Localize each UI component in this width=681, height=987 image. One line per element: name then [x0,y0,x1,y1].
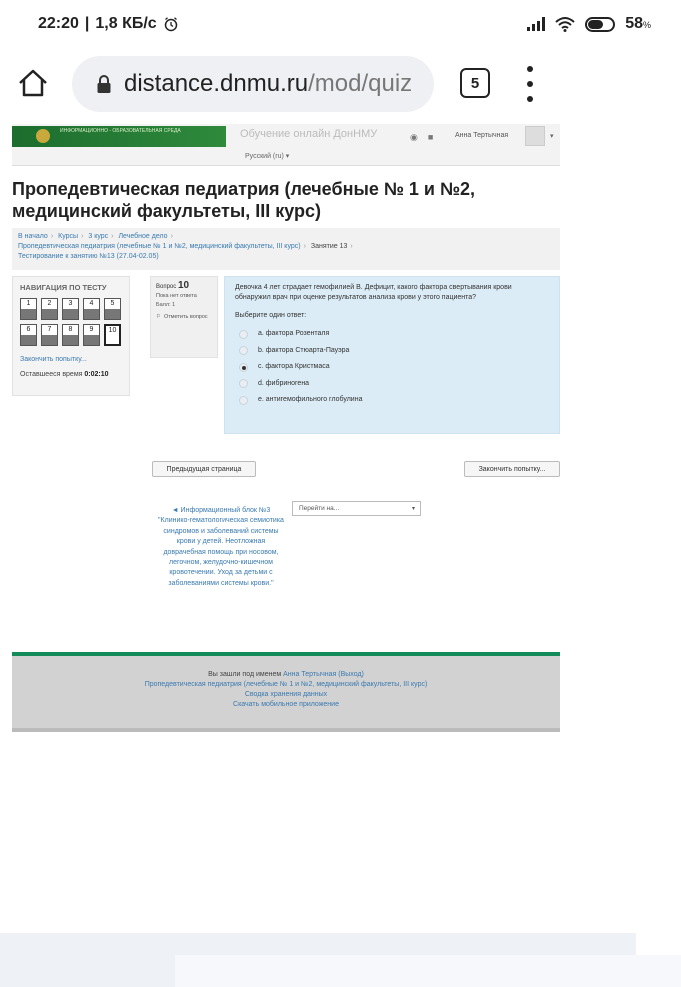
wifi-icon [555,16,575,32]
status-bar [0,0,681,48]
flag-icon: ⚐ [156,314,161,320]
finish-attempt-button[interactable]: Закончить попытку... [464,461,560,477]
answer-label: c. фактора Кристмаса [258,363,330,371]
footer-course-link[interactable]: Пропедевтическая педиатрия (лечебные № 1 и №2, медицинский факультеты, III курс) [144,681,428,688]
answer-option-a[interactable] [235,326,549,343]
breadcrumb-course[interactable]: Пропедевтическая педиатрия (лечебные № 1 и №2, медицинский факультеты, III курс) [18,243,301,250]
jump-to-value: Перейти на... [299,505,340,512]
tab-switcher-button[interactable] [460,68,490,98]
answer-option-d[interactable] [235,376,549,393]
home-icon[interactable] [16,66,50,100]
site-logo[interactable] [12,126,226,147]
question-state: Пока нет ответа [156,293,197,299]
emblem-icon [36,129,50,143]
logged-in-info: Вы зашли под именем Анна Тертычная (Выход) [208,671,364,678]
avatar[interactable] [525,126,545,146]
answer-label: d. фибриногена [258,379,310,387]
status-left [38,15,179,33]
battery-icon [585,17,615,32]
finish-attempt-link[interactable]: Закончить попытку... [20,356,87,363]
quiz-nav-button-8[interactable]: 8 [62,324,79,346]
footer-bottom-bar [12,728,560,732]
data-retention-link[interactable]: Сводка хранения данных [244,691,328,698]
status-right [527,15,651,33]
answer-label: e. антигемофильного глобулина [258,396,363,404]
browser-toolbar [0,52,681,116]
page-title: Пропедевтическая педиатрия (лечебные № 1 и №2, медицинский факультеты, III курс) [12,179,476,221]
radio-button[interactable] [239,330,248,339]
breadcrumb-home[interactable]: В начало [18,233,48,240]
answer-prompt: Выберите один ответ: [235,312,307,319]
logo-text: ИНФОРМАЦИОННО - ОБРАЗОВАТЕЛЬНАЯ СРЕДА [60,128,181,134]
answer-option-b[interactable] [235,343,549,360]
quiz-nav-button-2[interactable]: 2 [41,298,58,320]
question-mark: Балл: 1 [156,302,176,308]
language-menu[interactable]: Русский (ru) ▾ [245,153,290,160]
alarm-icon [163,16,179,32]
page-content [12,124,560,734]
url-host: distance.dnmu.ru [124,70,309,97]
quiz-nav-button-1[interactable]: 1 [20,298,37,320]
tab-count: 5 [470,74,480,92]
status-separator: | [84,15,90,32]
bottom-overlay [0,933,681,987]
breadcrumb-quiz[interactable]: Тестирование к занятию №13 (27.04-02.05) [18,253,159,260]
battery-level: 58% [625,15,651,32]
answer-label: b. фактора Стюарта-Пауэра [258,346,350,354]
breadcrumb-lesson[interactable]: Занятие 13 [310,243,348,250]
radio-button[interactable] [239,396,248,405]
previous-page-button[interactable]: Предыдущая страница [152,461,256,477]
breadcrumb: В начало › Курсы › 3 курс › Лечебное дело › Пропедевтическая педиатрия (лечебные № 1 и №2, медицинский факультеты, III курс) › Занятие 13 › Тестирование к занятию №13 (27.04-02.05) [12,228,560,270]
address-bar[interactable] [72,56,434,112]
quiz-navigation-title: НАВИГАЦИЯ ПО ТЕСТУ [20,283,107,292]
breadcrumb-faculty[interactable]: Лечебное дело [118,233,168,240]
chevron-down-icon[interactable]: ▾ [550,133,554,140]
overflow-menu-icon[interactable] [526,66,534,102]
radio-button[interactable] [239,346,248,355]
signal-icon [527,17,545,31]
jump-to-select[interactable] [292,501,421,516]
quiz-nav-button-6[interactable]: 6 [20,324,37,346]
quiz-nav-button-9[interactable]: 9 [83,324,100,346]
question-content [224,276,560,434]
header-icons [410,132,433,143]
messages-icon[interactable]: ■ [427,132,434,142]
time-left: Оставшееся время 0:02:10 [20,371,109,378]
chevron-down-icon: ▾ [411,506,415,512]
radio-button-selected[interactable] [239,363,248,372]
page-footer [12,652,560,732]
user-menu-name[interactable]: Анна Тертычная [455,132,509,139]
quiz-nav-button-3[interactable]: 3 [62,298,79,320]
flag-question[interactable] [156,313,212,322]
quiz-navigation [12,276,130,396]
status-speed: 1,8 КБ/с [95,15,157,32]
breadcrumb-year[interactable]: 3 курс [88,233,109,240]
quiz-nav-button-10[interactable]: 10 [104,324,121,346]
status-time: 22:20 [38,15,79,32]
question-text: Девочка 4 лет страдает гемофилией В. Дефицит, какого фактора свертывания крови обнаружил врач при оценке результатов анализа крови у этого пациента? [235,284,512,301]
quiz-nav-button-4[interactable]: 4 [83,298,100,320]
answer-option-e[interactable] [235,392,549,409]
question-info [150,276,218,358]
answer-option-c[interactable] [235,359,549,376]
site-name[interactable]: Обучение онлайн ДонНМУ [240,128,378,140]
quiz-nav-button-7[interactable]: 7 [41,324,58,346]
previous-activity-link[interactable]: ◄ Информационный блок №3 "Клинико-гематологическая семиотика синдромов и заболеваний системы крови у детей. Неотложная доврачебная помощь при носовом, легочном, желудочно-кишечном кровотечении. Уход за детьми с заболеваниями системы крови." [158,507,284,587]
user-logout-link[interactable]: Анна Тертычная (Выход) [283,671,364,678]
answer-label: a. фактора Розенталя [258,330,330,338]
breadcrumb-courses[interactable]: Курсы [58,233,79,240]
mobile-app-link[interactable]: Скачать мобильное приложение [233,701,339,708]
quiz-navigation-grid [20,298,122,346]
radio-button[interactable] [239,379,248,388]
question-number: Вопрос 10 [156,280,190,291]
url-path: /mod/quiz [308,70,413,97]
flag-question-label: Отметить вопрос [163,314,208,320]
site-header [12,124,560,166]
notification-icon[interactable]: ◉ [410,132,418,142]
quiz-nav-button-5[interactable]: 5 [104,298,121,320]
time-left-value: 0:02:10 [84,371,109,378]
lock-icon [96,74,112,94]
